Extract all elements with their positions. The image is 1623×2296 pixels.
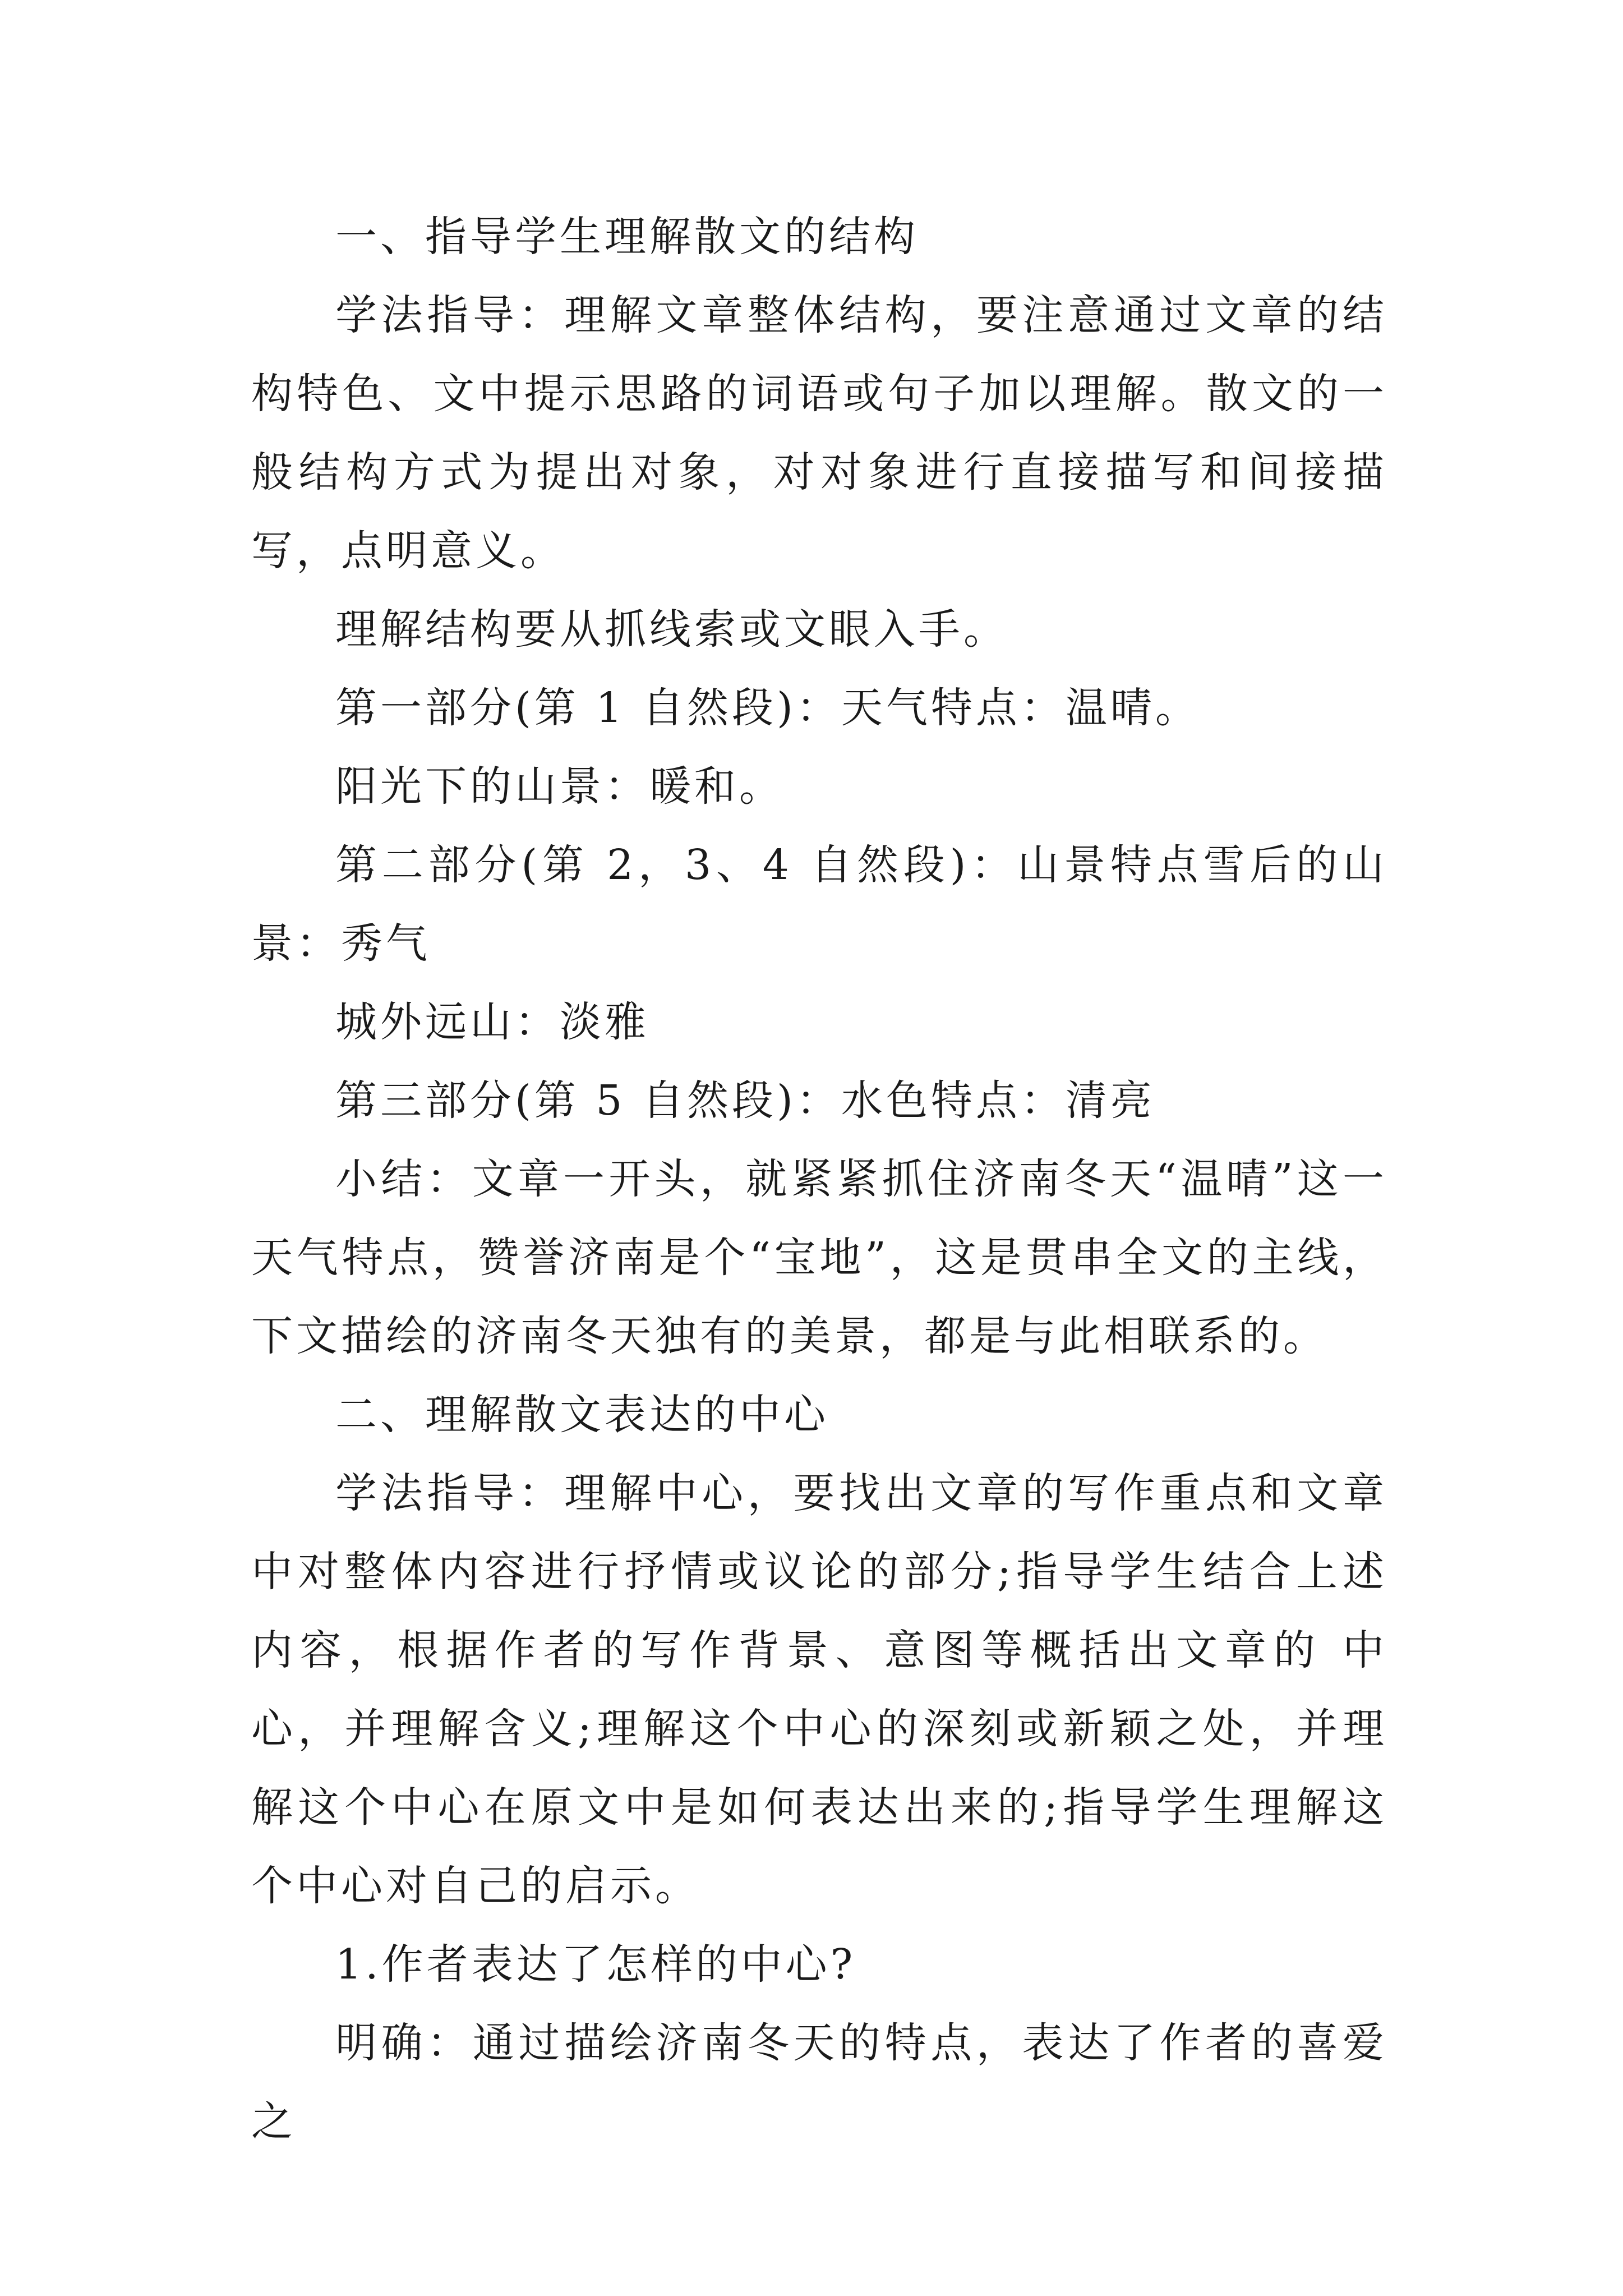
theme-method-paragraph: 学法指导：理解中心，要找出文章的写作重点和文章中对整体内容进行抒情或议论的部分;指导学生结合上述内容，根据作者的写作背景、意图等概括出文章的 中心，并理解含义;理解这个中心的深刻或新颖之处，并理解这个中心在原文中是如何表达出来的;指导学生理解这个中心对自己的启示。 bbox=[251, 1469, 1387, 1910]
answer-paragraph: 明确：通过描绘济南冬天的特点，表达了作者的喜爱之 bbox=[251, 2019, 1387, 2146]
summary-paragraph: 小结：文章一开头，就紧紧抓住济南冬天“温晴”这一天气特点，赞誉济南是个“宝地”，这是贯串全文的主线，下文描绘的济南冬天独有的美景，都是与此相联系的。 bbox=[251, 1155, 1387, 1360]
section-heading-theme: 二、理解散文表达的中心 bbox=[335, 1391, 829, 1439]
study-method-paragraph: 学法指导：理解文章整体结构，要注意通过文章的结构特色、文中提示思路的词语或句子加以理解。散文的一般结构方式为提出对象，对对象进行直接描写和间接描写，点明意义。 bbox=[251, 291, 1387, 575]
sunlit-mountain-paragraph: 阳光下的山景：暖和。 bbox=[335, 762, 784, 811]
document-body bbox=[251, 197, 1387, 2161]
question-paragraph: 1.作者表达了怎样的中心? bbox=[335, 1940, 856, 1989]
section-heading-structure: 一、指导学生理解散文的结构 bbox=[335, 213, 919, 261]
part-one-paragraph: 第一部分(第 1 自然段)：天气特点：温晴。 bbox=[335, 684, 1200, 732]
distant-mountain-paragraph: 城外远山：淡雅 bbox=[335, 998, 649, 1046]
part-three-paragraph: 第三部分(第 5 自然段)：水色特点：清亮 bbox=[335, 1076, 1155, 1125]
structure-tip-paragraph: 理解结构要从抓线索或文眼入手。 bbox=[335, 605, 1008, 654]
part-two-paragraph: 第二部分(第 2，3、4 自然段)：山景特点雪后的山景：秀气 bbox=[251, 841, 1387, 968]
